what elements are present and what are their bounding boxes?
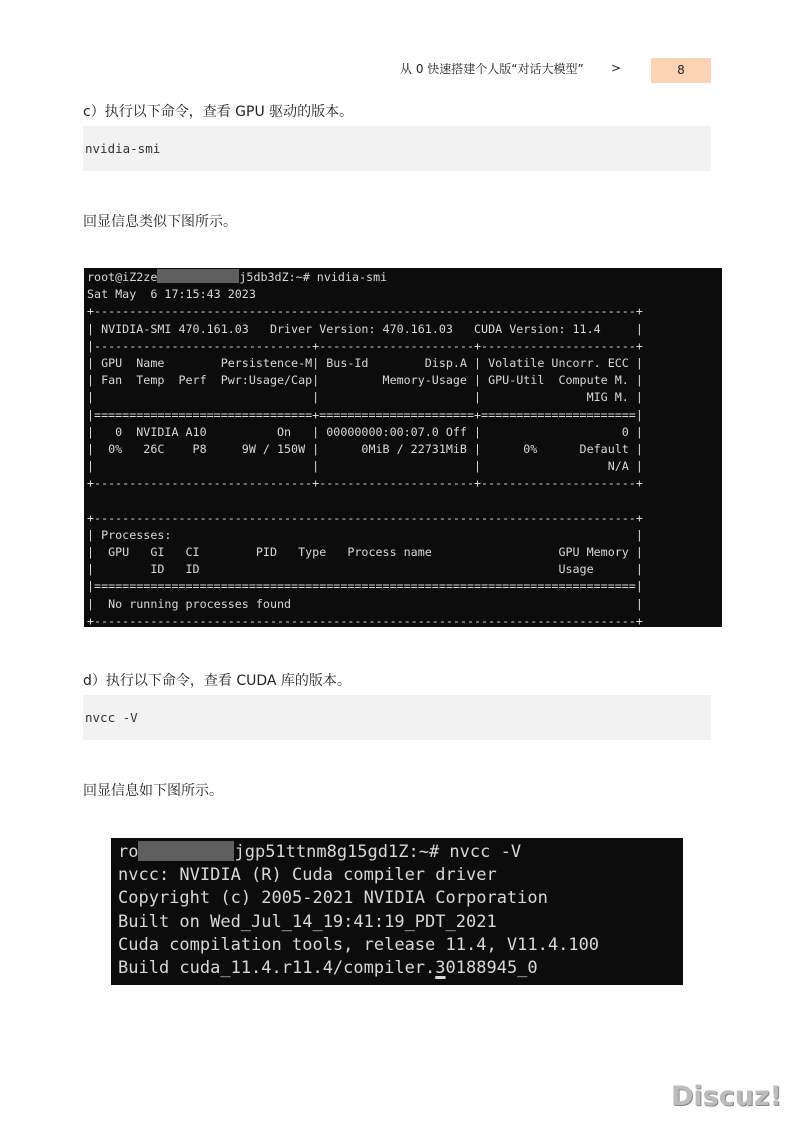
terminal-line: nvcc: NVIDIA (R) Cuda compiler driver bbox=[118, 865, 497, 886]
terminal-output bbox=[87, 286, 722, 627]
terminal-line: Sat May 6 17:15:43 2023 bbox=[87, 287, 256, 302]
terminal-prompt-line: ro jgp51ttnm8g15gd1Z:~# nvcc -V bbox=[118, 842, 522, 862]
terminal-line: | No running processes found | bbox=[87, 596, 643, 611]
terminal-line: +-----------------------------------------------------------------------------+ bbox=[87, 613, 643, 627]
header-title: 从 0 快速搭建个人版“对话大模型” bbox=[400, 62, 584, 76]
terminal-line: | Fan Temp Perf Pwr:Usage/Cap| Memory-Usage | GPU-Util Compute M. | bbox=[87, 373, 643, 388]
terminal-line: +-----------------------------------------------------------------------------+ bbox=[87, 510, 643, 525]
terminal-line: | 0 NVIDIA A10 On | 00000000:00:07.0 Off | 0 | bbox=[87, 424, 643, 439]
terminal-line: |===============================+======================+======================| bbox=[87, 407, 643, 422]
terminal-line: | GPU GI CI PID Type Process name GPU Memory | bbox=[87, 545, 643, 559]
redacted-hostname bbox=[157, 269, 239, 283]
redacted-hostname bbox=[138, 841, 234, 861]
terminal-line: +-----------------------------------------------------------------------------+ bbox=[87, 304, 643, 319]
terminal-screenshot-nvidia-smi bbox=[84, 268, 722, 627]
terminal-line: | NVIDIA-SMI 470.161.03 Driver Version: 470.161.03 CUDA Version: 11.4 | bbox=[87, 321, 643, 336]
terminal-line: Built on Wed_Jul_14_19:41:19_PDT_2021 bbox=[118, 911, 497, 932]
terminal-line: | | | MIG M. | bbox=[87, 390, 643, 405]
step-d-heading: d）执行以下命令，查看 CUDA 库的版本。 bbox=[83, 673, 351, 689]
command-text: nvcc -V bbox=[85, 710, 138, 725]
terminal-line: | GPU Name Persistence-M| Bus-Id Disp.A | Volatile Uncorr. ECC | bbox=[87, 355, 643, 370]
page-number-badge: 8 bbox=[651, 58, 711, 83]
terminal-line: |-------------------------------+----------------------+----------------------+ bbox=[87, 338, 643, 353]
terminal-output bbox=[118, 864, 683, 980]
discuz-watermark: Discuz! bbox=[671, 1081, 782, 1112]
result-caption-d: 回显信息如下图所示。 bbox=[83, 783, 223, 799]
terminal-line: Build cuda_11.4.r11.4/compiler.30188945_0 bbox=[118, 957, 538, 978]
terminal-line: Copyright (c) 2005-2021 NVIDIA Corporation bbox=[118, 888, 548, 909]
terminal-line: | Processes: | bbox=[87, 527, 643, 542]
terminal-line: | 0% 26C P8 9W / 150W | 0MiB / 22731MiB | 0% Default | bbox=[87, 441, 643, 456]
terminal-line bbox=[87, 492, 722, 509]
command-block-nvidia-smi bbox=[83, 126, 711, 171]
terminal-line: |=============================================================================| bbox=[87, 579, 643, 594]
cursor-icon: 3 bbox=[435, 957, 446, 978]
header-arrow: > bbox=[611, 61, 622, 75]
terminal-screenshot-nvcc bbox=[111, 838, 683, 985]
terminal-prompt-line: root@iZ2ze j5db3dZ:~# nvidia-smi bbox=[87, 270, 388, 284]
terminal-line: +-------------------------------+----------------------+----------------------+ bbox=[87, 476, 643, 491]
terminal-line: Cuda compilation tools, release 11.4, V11.4.100 bbox=[118, 934, 600, 955]
terminal-line: | ID ID Usage | bbox=[87, 562, 643, 577]
command-text: nvidia-smi bbox=[85, 141, 161, 156]
step-c-heading: c）执行以下命令，查看 GPU 驱动的版本。 bbox=[83, 104, 354, 120]
terminal-line: | | | N/A | bbox=[87, 459, 643, 474]
command-block-nvcc bbox=[83, 695, 711, 740]
result-caption-c: 回显信息类似下图所示。 bbox=[83, 214, 237, 230]
